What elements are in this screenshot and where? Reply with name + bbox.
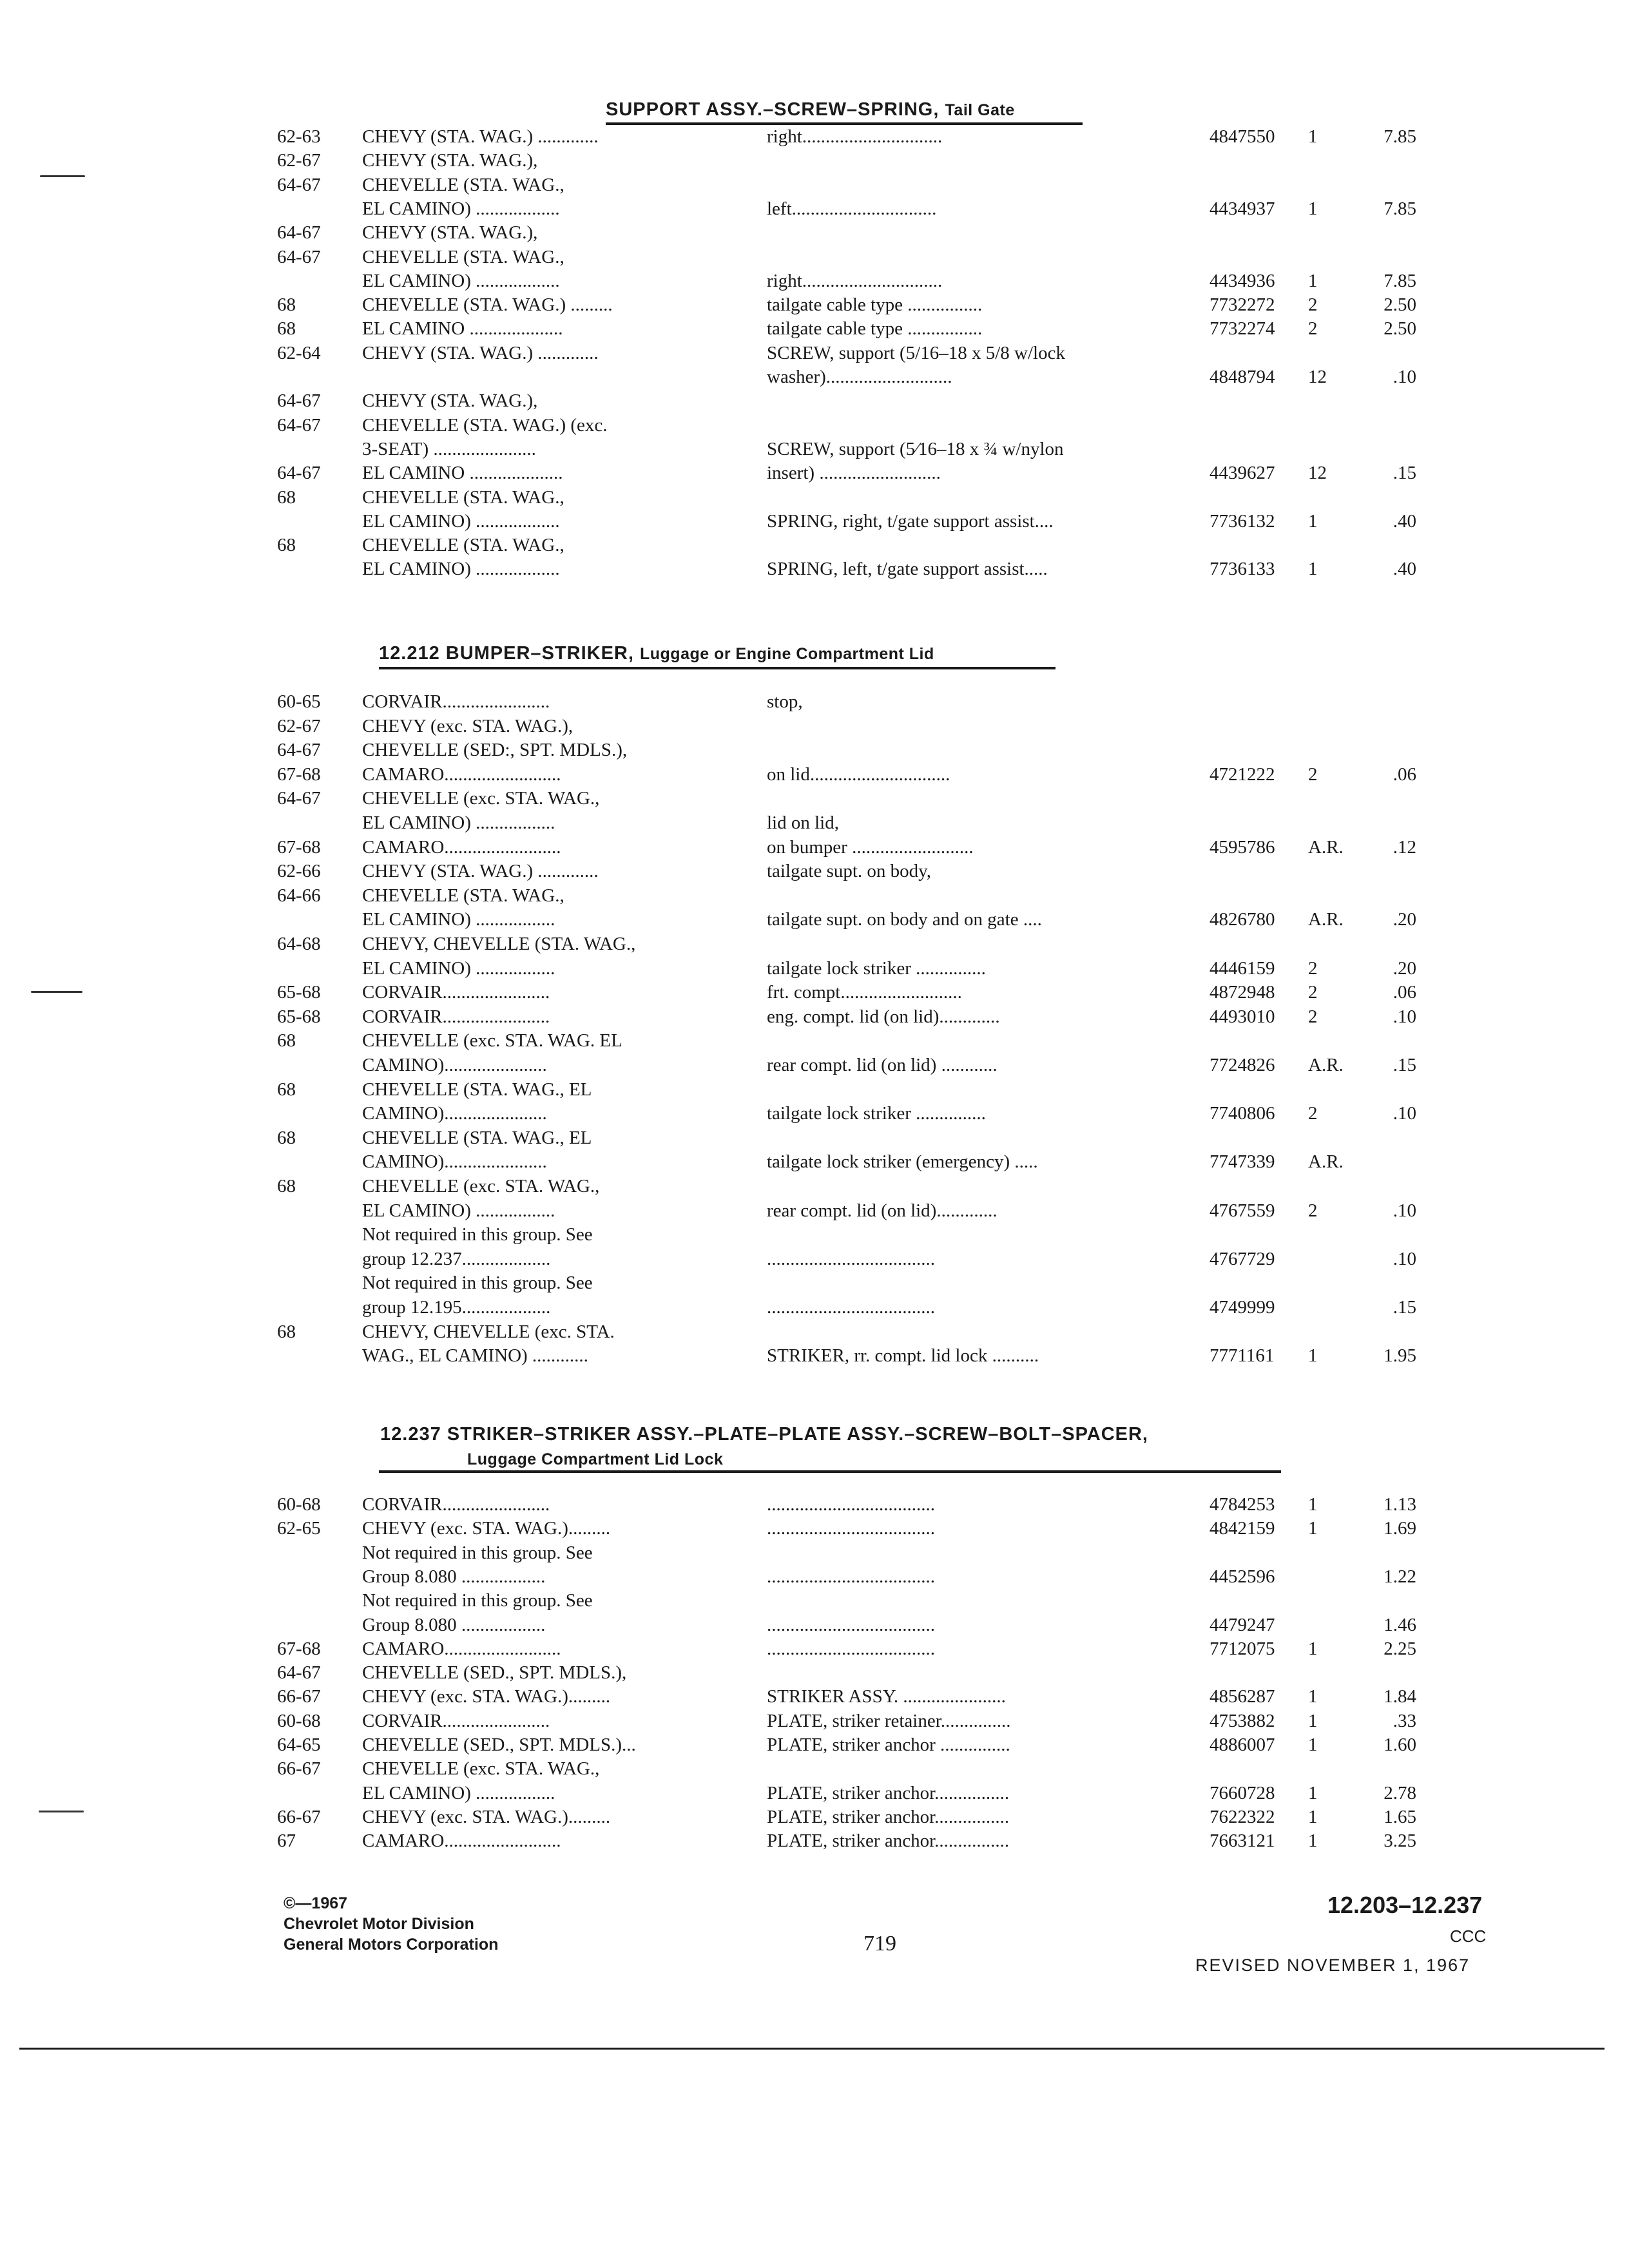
cell-model: Not required in this group. See — [362, 1542, 593, 1563]
cell-years: 64-67 — [277, 175, 321, 195]
cell-part: 4434937 — [1210, 198, 1275, 219]
cell-model: CHEVY (STA. WAG.) ............. — [362, 126, 599, 147]
cell-part: 4434936 — [1210, 271, 1275, 291]
cell-years: 64-65 — [277, 1735, 321, 1755]
cell-price: .10 — [1393, 1006, 1416, 1027]
cell-model: CHEVY (STA. WAG.), — [362, 390, 538, 411]
cell-price: .06 — [1393, 982, 1416, 1003]
cell-model: 3-SEAT) ...................... — [362, 439, 536, 459]
cell-part: 4872948 — [1210, 982, 1275, 1003]
cell-model: CHEVELLE (exc. STA. WAG. EL — [362, 1030, 622, 1051]
section-heading — [606, 99, 1015, 120]
cell-years: 66-67 — [277, 1807, 321, 1827]
cell-years: 67 — [277, 1831, 296, 1851]
cell-desc: eng. compt. lid (on lid)............. — [767, 1006, 1000, 1027]
cell-part: 7740806 — [1210, 1103, 1275, 1124]
cell-part: 4767729 — [1210, 1249, 1275, 1269]
cell-desc: PLATE, striker anchor................ — [767, 1831, 1010, 1851]
cell-price: 1.65 — [1383, 1807, 1416, 1827]
cell-model: CAMARO......................... — [362, 764, 561, 785]
cell-model: CORVAIR....................... — [362, 1494, 550, 1515]
cell-model: EL CAMINO) ................. — [362, 1783, 555, 1803]
cell-price: 7.85 — [1383, 126, 1416, 147]
cell-desc: .................................... — [767, 1494, 935, 1515]
cell-desc: PLATE, striker anchor................ — [767, 1783, 1010, 1803]
section-underline — [379, 1470, 1281, 1473]
cell-part: 4842159 — [1210, 1518, 1275, 1539]
cell-desc: tailgate supt. on body, — [767, 861, 932, 881]
cell-model: WAG., EL CAMINO) ............ — [362, 1345, 588, 1366]
cell-years: 68 — [277, 318, 296, 339]
cell-model: CHEVELLE (SED:, SPT. MDLS.), — [362, 740, 628, 760]
cell-qty: 2 — [1308, 318, 1318, 339]
section-number: 12.212 — [379, 643, 440, 664]
cell-model: CHEVY (exc. STA. WAG.)......... — [362, 1518, 611, 1539]
cell-qty: 1 — [1308, 1783, 1318, 1803]
cell-price: .40 — [1393, 559, 1416, 579]
cell-years: 64-67 — [277, 740, 321, 760]
cell-part: 7712075 — [1210, 1639, 1275, 1659]
cell-model: CHEVELLE (STA. WAG., — [362, 885, 564, 906]
corporation-name: General Motors Corporation — [284, 1936, 499, 1954]
cell-part: 7771161 — [1210, 1345, 1275, 1366]
cell-model: CAMINO)...................... — [362, 1055, 547, 1075]
cell-qty: A.R. — [1308, 1055, 1344, 1075]
cell-years: 65-68 — [277, 1006, 321, 1027]
cell-model: CHEVELLE (exc. STA. WAG., — [362, 1758, 600, 1779]
cell-model: EL CAMINO) ................. — [362, 958, 555, 979]
cell-desc: tailgate supt. on body and on gate .... — [767, 909, 1042, 930]
cell-part: 4784253 — [1210, 1494, 1275, 1515]
cell-desc: SPRING, right, t/gate support assist.... — [767, 511, 1054, 532]
cell-years: 68 — [277, 294, 296, 315]
cell-qty: 1 — [1308, 1639, 1318, 1659]
cell-model: CAMARO......................... — [362, 837, 561, 858]
cell-years: 67-68 — [277, 837, 321, 858]
cell-price: .20 — [1393, 909, 1416, 930]
cell-model: CORVAIR....................... — [362, 1006, 550, 1027]
cell-model: Group 8.080 .................. — [362, 1566, 546, 1587]
cell-model: EL CAMINO) .................. — [362, 271, 560, 291]
cell-desc: right.............................. — [767, 271, 943, 291]
cell-part: 4479247 — [1210, 1615, 1275, 1635]
cell-model: Group 8.080 .................. — [362, 1615, 546, 1635]
cell-price: 1.46 — [1383, 1615, 1416, 1635]
cell-desc: SCREW, support (5/16–18 x 5/8 w/lock — [767, 343, 1065, 363]
cell-price: .15 — [1393, 1297, 1416, 1318]
cell-model: Not required in this group. See — [362, 1590, 593, 1611]
cell-model: EL CAMINO) .................. — [362, 198, 560, 219]
cell-qty: 1 — [1308, 1686, 1318, 1707]
cell-qty: 2 — [1308, 982, 1318, 1003]
cell-years: 68 — [277, 1079, 296, 1100]
cell-desc: frt. compt.......................... — [767, 982, 962, 1003]
cell-desc: tailgate cable type ................ — [767, 318, 983, 339]
page-number: 719 — [863, 1932, 896, 1956]
cell-years: 67-68 — [277, 764, 321, 785]
cell-desc: insert) .......................... — [767, 463, 941, 483]
cell-qty: 2 — [1308, 1200, 1318, 1221]
margin-mark — [40, 175, 85, 177]
cell-years: 68 — [277, 1176, 296, 1196]
cell-years: 62-66 — [277, 861, 321, 881]
cell-model: CAMINO)...................... — [362, 1151, 547, 1172]
cell-desc: .................................... — [767, 1249, 935, 1269]
cell-model: CAMARO......................... — [362, 1639, 561, 1659]
cell-part: 7736133 — [1210, 559, 1275, 579]
cell-years: 68 — [277, 487, 296, 508]
cell-qty: A.R. — [1308, 909, 1344, 930]
cell-price: .40 — [1393, 511, 1416, 532]
cell-model: CHEVY, CHEVELLE (STA. WAG., — [362, 934, 636, 954]
cell-model: EL CAMINO) .................. — [362, 559, 560, 579]
cell-qty: 2 — [1308, 764, 1318, 785]
cell-part: 4493010 — [1210, 1006, 1275, 1027]
cell-part: 4452596 — [1210, 1566, 1275, 1587]
cell-model: CHEVY (exc. STA. WAG.)......... — [362, 1686, 611, 1707]
margin-mark — [39, 1811, 84, 1812]
cell-model: Not required in this group. See — [362, 1224, 593, 1245]
cell-years: 64-66 — [277, 885, 321, 906]
cell-years: 62-67 — [277, 150, 321, 171]
cell-price: 1.60 — [1383, 1735, 1416, 1755]
section-subtitle: Tail Gate — [945, 101, 1015, 119]
cell-price: .10 — [1393, 1249, 1416, 1269]
section-heading-line2 — [467, 1448, 723, 1470]
cell-price: 7.85 — [1383, 271, 1416, 291]
section-title: BUMPER–STRIKER, — [445, 643, 634, 664]
cell-years: 68 — [277, 1321, 296, 1342]
cell-desc: on lid.............................. — [767, 764, 950, 785]
cell-years: 64-68 — [277, 934, 321, 954]
cell-price: 1.84 — [1383, 1686, 1416, 1707]
cell-model: CHEVELLE (STA. WAG., EL — [362, 1079, 592, 1100]
cell-part: 4847550 — [1210, 126, 1275, 147]
cell-qty: 2 — [1308, 294, 1318, 315]
cell-years: 60-68 — [277, 1494, 321, 1515]
cell-price: .06 — [1393, 764, 1416, 785]
cell-qty: 2 — [1308, 1006, 1318, 1027]
cell-model: EL CAMINO .................... — [362, 463, 563, 483]
cell-price: 3.25 — [1383, 1831, 1416, 1851]
section-heading — [380, 1424, 1148, 1445]
cell-model: CORVAIR....................... — [362, 982, 550, 1003]
cell-part: 4826780 — [1210, 909, 1275, 930]
cell-desc: .................................... — [767, 1566, 935, 1587]
cell-desc: rear compt. lid (on lid) ............ — [767, 1055, 998, 1075]
cell-part: 7660728 — [1210, 1783, 1275, 1803]
cell-qty: 1 — [1308, 1807, 1318, 1827]
cell-qty: 1 — [1308, 126, 1318, 147]
cell-part: 7724826 — [1210, 1055, 1275, 1075]
section-number: 12.237 — [380, 1424, 441, 1445]
cell-price: .10 — [1393, 1103, 1416, 1124]
cell-desc: STRIKER, rr. compt. lid lock .......... — [767, 1345, 1039, 1366]
cell-qty: 1 — [1308, 1735, 1318, 1755]
cell-part: 7622322 — [1210, 1807, 1275, 1827]
cell-model: CHEVELLE (STA. WAG., EL — [362, 1128, 592, 1148]
cell-part: 4753882 — [1210, 1711, 1275, 1731]
cell-desc: PLATE, striker anchor................ — [767, 1807, 1010, 1827]
cell-desc: .................................... — [767, 1297, 935, 1318]
footer-publisher — [284, 1893, 498, 1955]
cell-qty: A.R. — [1308, 837, 1344, 858]
cell-desc: stop, — [767, 691, 803, 712]
section-underline — [606, 122, 1083, 125]
cell-model: group 12.237................... — [362, 1249, 551, 1269]
cell-years: 62-65 — [277, 1518, 321, 1539]
cell-model: EL CAMINO) ................. — [362, 909, 555, 930]
cell-part: 7732274 — [1210, 318, 1275, 339]
page-bottom-rule — [19, 2048, 1605, 2050]
cell-part: 4446159 — [1210, 958, 1275, 979]
cell-price: .12 — [1393, 837, 1416, 858]
cell-qty: 1 — [1308, 271, 1318, 291]
section-heading — [379, 643, 934, 664]
cell-price: .33 — [1393, 1711, 1416, 1731]
cell-years: 64-67 — [277, 463, 321, 483]
cell-desc: SCREW, support (5⁄16–18 x ¾ w/nylon — [767, 439, 1064, 459]
cell-price: 1.22 — [1383, 1566, 1416, 1587]
cell-desc: tailgate lock striker ............... — [767, 958, 986, 979]
cell-model: CHEVY, CHEVELLE (exc. STA. — [362, 1321, 615, 1342]
cell-desc: SPRING, left, t/gate support assist..... — [767, 559, 1048, 579]
cell-price: .20 — [1393, 958, 1416, 979]
cell-qty: 1 — [1308, 1711, 1318, 1731]
section-subtitle: Luggage Compartment Lid Lock — [467, 1450, 724, 1468]
cell-years: 64-67 — [277, 788, 321, 809]
section-title: STRIKER–STRIKER ASSY.–PLATE–PLATE ASSY.–SCREW–BOLT–SPACER, — [447, 1424, 1148, 1445]
cell-qty: 1 — [1308, 1831, 1318, 1851]
cell-model: group 12.195................... — [362, 1297, 551, 1318]
section-underline — [379, 667, 1055, 669]
cell-model: CHEVELLE (exc. STA. WAG., — [362, 788, 600, 809]
cell-part: 7736132 — [1210, 511, 1275, 532]
cell-model: CHEVELLE (exc. STA. WAG., — [362, 1176, 600, 1196]
cell-desc: right.............................. — [767, 126, 943, 147]
cell-qty: 2 — [1308, 1103, 1318, 1124]
cell-desc: PLATE, striker anchor ............... — [767, 1735, 1010, 1755]
cell-model: CHEVELLE (STA. WAG., — [362, 487, 564, 508]
cell-part: 4439627 — [1210, 463, 1275, 483]
cell-model: CHEVELLE (STA. WAG., — [362, 535, 564, 555]
revision-date: REVISED NOVEMBER 1, 1967 — [1195, 1956, 1470, 1975]
cell-years: 62-64 — [277, 343, 321, 363]
margin-mark — [31, 991, 82, 993]
division-name: Chevrolet Motor Division — [284, 1915, 474, 1933]
cell-years: 68 — [277, 1128, 296, 1148]
cell-desc: washer)........................... — [767, 367, 952, 387]
section-subtitle: Luggage or Engine Compartment Lid — [639, 645, 934, 663]
cell-years: 67-68 — [277, 1639, 321, 1659]
cell-price: 1.69 — [1383, 1518, 1416, 1539]
cell-model: EL CAMINO) ................. — [362, 1200, 555, 1221]
cell-part: 4886007 — [1210, 1735, 1275, 1755]
cell-qty: A.R. — [1308, 1151, 1344, 1172]
cell-years: 62-67 — [277, 716, 321, 736]
cell-part: 4595786 — [1210, 837, 1275, 858]
cell-price: 2.50 — [1383, 294, 1416, 315]
cell-model: CHEVY (STA. WAG.), — [362, 150, 538, 171]
cell-years: 66-67 — [277, 1686, 321, 1707]
cell-qty: 1 — [1308, 559, 1318, 579]
cell-price: .10 — [1393, 367, 1416, 387]
cell-price: 1.13 — [1383, 1494, 1416, 1515]
cell-model: CAMINO)...................... — [362, 1103, 547, 1124]
cell-part: 7663121 — [1210, 1831, 1275, 1851]
cell-years: 64-67 — [277, 247, 321, 267]
cell-desc: .................................... — [767, 1615, 935, 1635]
cell-model: CHEVY (STA. WAG.), — [362, 222, 538, 243]
cell-years: 62-63 — [277, 126, 321, 147]
cell-model: CHEVELLE (SED., SPT. MDLS.)... — [362, 1735, 636, 1755]
cell-price: .15 — [1393, 463, 1416, 483]
cell-model: CHEVELLE (STA. WAG., — [362, 247, 564, 267]
cell-desc: tailgate lock striker ............... — [767, 1103, 986, 1124]
cell-model: CHEVELLE (STA. WAG., — [362, 175, 564, 195]
cell-model: CHEVY (exc. STA. WAG.)......... — [362, 1807, 611, 1827]
cell-model: CAMARO......................... — [362, 1831, 561, 1851]
cell-part: 4848794 — [1210, 367, 1275, 387]
group-range: 12.203–12.237 — [1327, 1892, 1483, 1918]
cell-years: 60-68 — [277, 1711, 321, 1731]
cell-desc: lid on lid, — [767, 812, 839, 833]
cell-qty: 1 — [1308, 198, 1318, 219]
cell-model: EL CAMINO .................... — [362, 318, 563, 339]
cell-qty: 1 — [1308, 511, 1318, 532]
cell-model: CORVAIR....................... — [362, 1711, 550, 1731]
cell-years: 64-67 — [277, 222, 321, 243]
cell-desc: tailgate lock striker (emergency) ..... — [767, 1151, 1038, 1172]
cell-qty: 12 — [1308, 367, 1327, 387]
cell-model: EL CAMINO) .................. — [362, 511, 560, 532]
cell-model: CHEVY (STA. WAG.) ............. — [362, 861, 599, 881]
catalog-code: CCC — [1450, 1927, 1487, 1946]
cell-desc: tailgate cable type ................ — [767, 294, 983, 315]
cell-part: 4721222 — [1210, 764, 1275, 785]
cell-price: 1.95 — [1383, 1345, 1416, 1366]
cell-years: 60-65 — [277, 691, 321, 712]
cell-qty: 1 — [1308, 1518, 1318, 1539]
cell-desc: .................................... — [767, 1518, 935, 1539]
cell-price: .10 — [1393, 1200, 1416, 1221]
cell-years: 64-67 — [277, 390, 321, 411]
cell-part: 4749999 — [1210, 1297, 1275, 1318]
cell-qty: 2 — [1308, 958, 1318, 979]
cell-model: EL CAMINO) ................. — [362, 812, 555, 833]
cell-price: .15 — [1393, 1055, 1416, 1075]
cell-years: 68 — [277, 1030, 296, 1051]
cell-qty: 1 — [1308, 1494, 1318, 1515]
cell-part: 7732272 — [1210, 294, 1275, 315]
cell-model: Not required in this group. See — [362, 1273, 593, 1293]
cell-price: 2.78 — [1383, 1783, 1416, 1803]
cell-years: 64-67 — [277, 1662, 321, 1683]
cell-model: CHEVELLE (STA. WAG.) (exc. — [362, 415, 608, 436]
cell-desc: .................................... — [767, 1639, 935, 1659]
cell-desc: PLATE, striker retainer............... — [767, 1711, 1011, 1731]
section-title: SUPPORT ASSY.–SCREW–SPRING, — [606, 99, 940, 120]
cell-years: 68 — [277, 535, 296, 555]
cell-price: 7.85 — [1383, 198, 1416, 219]
cell-qty: 12 — [1308, 463, 1327, 483]
cell-years: 65-68 — [277, 982, 321, 1003]
cell-desc: left............................... — [767, 198, 937, 219]
cell-price: 2.25 — [1383, 1639, 1416, 1659]
cell-years: 66-67 — [277, 1758, 321, 1779]
cell-part: 4856287 — [1210, 1686, 1275, 1707]
cell-desc: on bumper .......................... — [767, 837, 974, 858]
cell-model: CHEVELLE (STA. WAG.) ......... — [362, 294, 613, 315]
cell-qty: 1 — [1308, 1345, 1318, 1366]
cell-desc: STRIKER ASSY. ...................... — [767, 1686, 1006, 1707]
cell-years: 64-67 — [277, 415, 321, 436]
cell-model: CHEVELLE (SED., SPT. MDLS.), — [362, 1662, 627, 1683]
cell-desc: rear compt. lid (on lid)............. — [767, 1200, 998, 1221]
cell-price: 2.50 — [1383, 318, 1416, 339]
cell-model: CORVAIR....................... — [362, 691, 550, 712]
cell-model: CHEVY (exc. STA. WAG.), — [362, 716, 574, 736]
cell-part: 7747339 — [1210, 1151, 1275, 1172]
cell-part: 4767559 — [1210, 1200, 1275, 1221]
copyright: ©—1967 — [284, 1894, 348, 1912]
cell-model: CHEVY (STA. WAG.) ............. — [362, 343, 599, 363]
